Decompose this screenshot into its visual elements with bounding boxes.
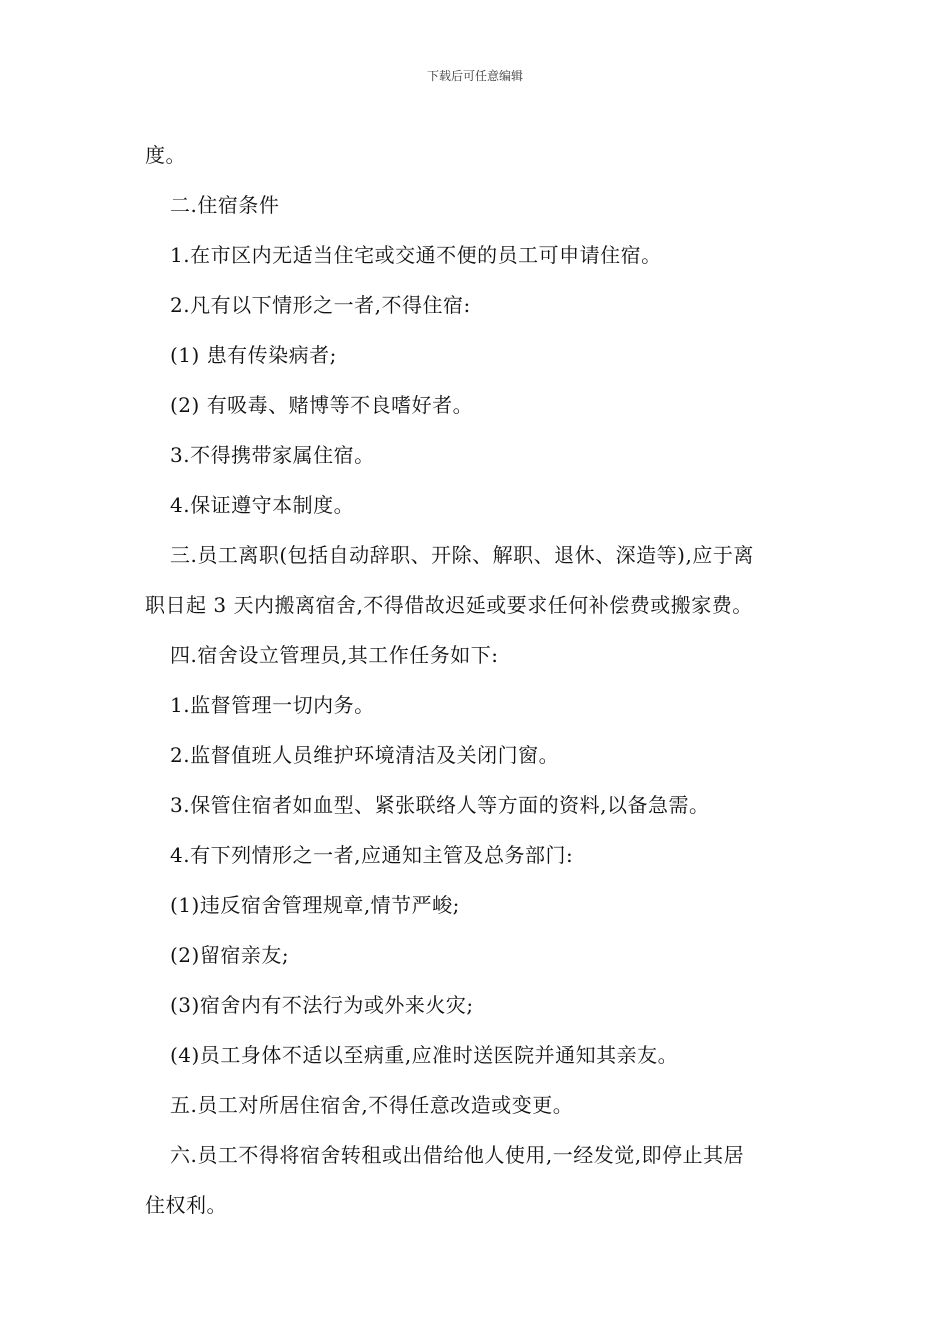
paragraph: (4)员工身体不适以至病重,应准时送医院并通知其亲友。 (170, 1043, 679, 1067)
page-header: 下载后可任意编辑 (426, 69, 523, 83)
document-body (145, 130, 810, 1230)
paragraph: (1)违反宿舍管理规章,情节严峻; (170, 893, 460, 917)
paragraph: 职日起 3 天内搬离宿舍,不得借故迟延或要求任何补偿费或搬家费。 (145, 593, 753, 617)
paragraph: 三.员工离职(包括自动辞职、开除、解职、退休、深造等),应于离 (170, 543, 754, 567)
paragraph: 3.保管住宿者如血型、紧张联络人等方面的资料,以备急需。 (170, 793, 710, 817)
paragraph: 二.住宿条件 (170, 193, 280, 217)
paragraph: (2)留宿亲友; (170, 943, 290, 967)
paragraph: 3.不得携带家属住宿。 (170, 443, 375, 467)
paragraph: 住权利。 (145, 1193, 227, 1217)
paragraph: 五.员工对所居住宿舍,不得任意改造或变更。 (170, 1093, 574, 1117)
paragraph: 2.监督值班人员维护环境清洁及关闭门窗。 (170, 743, 560, 767)
paragraph: 四.宿舍设立管理员,其工作任务如下: (170, 643, 499, 667)
paragraph: 度。 (145, 143, 186, 167)
paragraph: 1.在市区内无适当住宅或交通不便的员工可申请住宿。 (170, 243, 662, 267)
paragraph: 1.监督管理一切内务。 (170, 693, 375, 717)
paragraph: 4.保证遵守本制度。 (170, 493, 355, 517)
paragraph: 4.有下列情形之一者,应通知主管及总务部门: (170, 843, 574, 867)
paragraph: (2) 有吸毒、赌博等不良嗜好者。 (170, 393, 474, 417)
paragraph: 2.凡有以下情形之一者,不得住宿: (170, 293, 471, 317)
paragraph: 六.员工不得将宿舍转租或出借给他人使用,一经发觉,即停止其居 (170, 1143, 745, 1167)
paragraph: (1) 患有传染病者; (170, 343, 337, 367)
paragraph: (3)宿舍内有不法行为或外来火灾; (170, 993, 474, 1017)
